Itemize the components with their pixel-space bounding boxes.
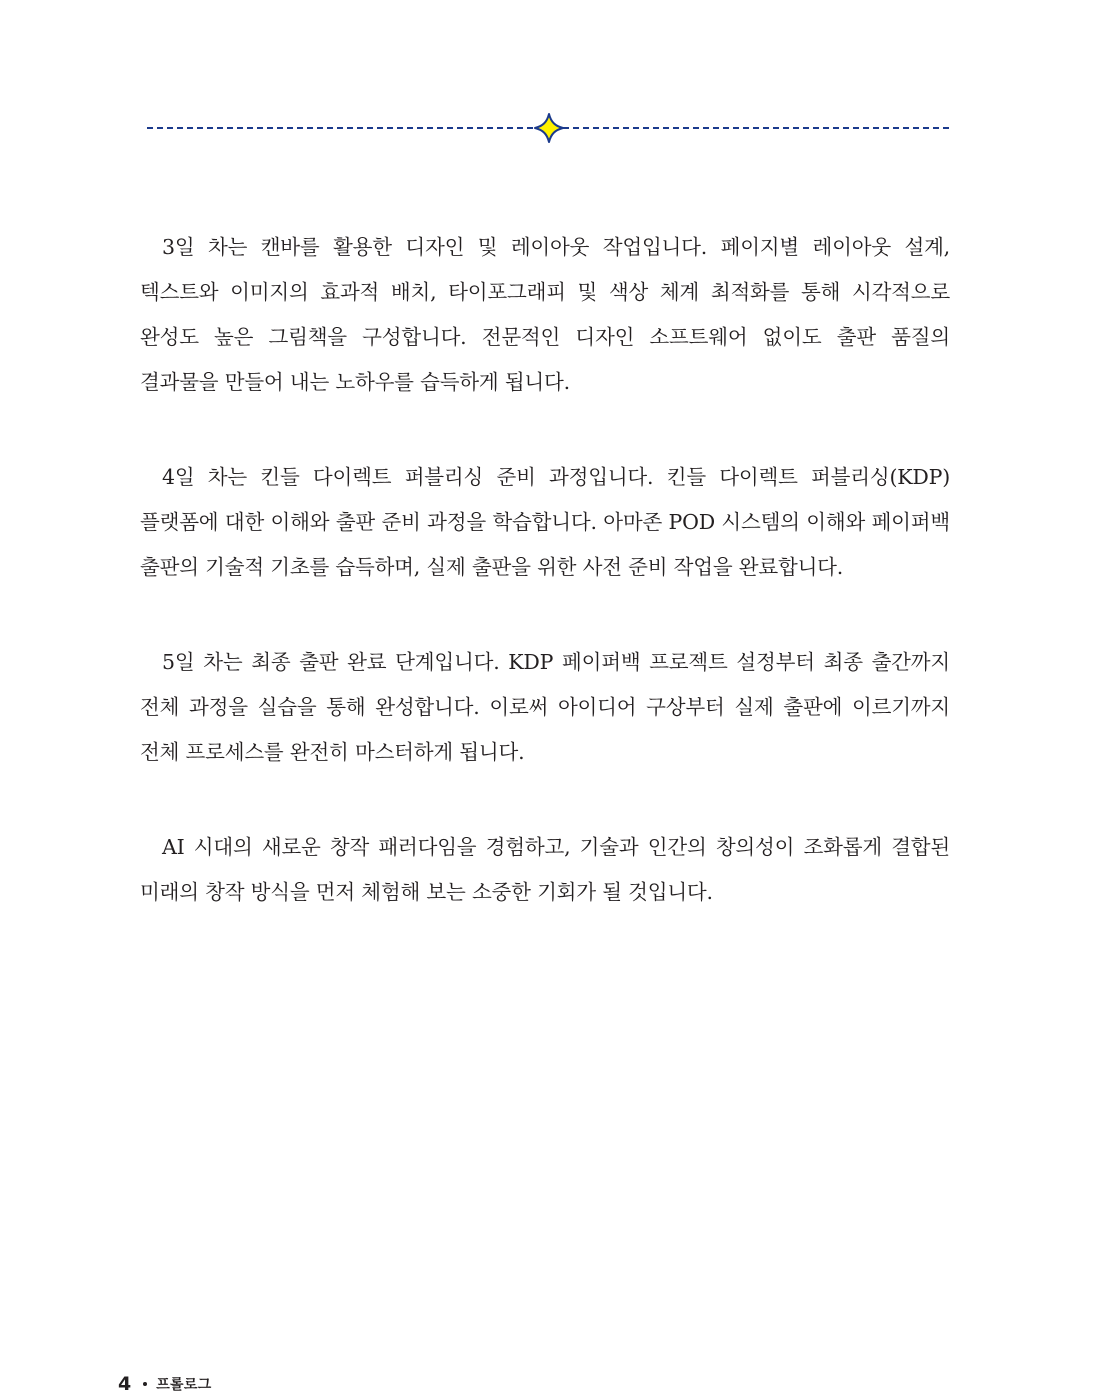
page-number: 4	[118, 1373, 132, 1395]
bullet-dot-icon	[143, 1382, 147, 1386]
section-title: 프롤로그	[156, 1377, 212, 1393]
paragraph-day-3: 3일 차는 캔바를 활용한 디자인 및 레이아웃 작업입니다. 페이지별 레이아웃 설계, 텍스트와 이미지의 효과적 배치, 타이포그래피 및 색상 체계 최적화를 통해 시각적으로 완성도 높은 그림책을 구성합니다. 전문적인 디자인 소프트웨어 없이도 출판 품질의 결과물을 만들어 내는 노하우를 습득하게 됩니다.	[140, 235, 950, 394]
page-footer	[118, 1372, 212, 1396]
prologue-body	[140, 225, 950, 965]
header-ornament	[145, 112, 953, 144]
paragraph-day-4: 4일 차는 킨들 다이렉트 퍼블리싱 준비 과정입니다. 킨들 다이렉트 퍼블리싱(KDP) 플랫폼에 대한 이해와 출판 준비 과정을 학습합니다. 아마존 POD 시스템의 이해와 페이퍼백 출판의 기술적 기초를 습득하며, 실제 출판을 위한 사전 준비 작업을 완료합니다.	[140, 465, 950, 579]
dashed-divider-with-diamond	[145, 112, 953, 144]
paragraph-closing: AI 시대의 새로운 창작 패러다임을 경험하고, 기술과 인간의 창의성이 조화롭게 결합된 미래의 창작 방식을 먼저 체험해 보는 소중한 기회가 될 것입니다.	[140, 835, 950, 904]
diamond-star-icon	[535, 114, 563, 142]
paragraph-day-5: 5일 차는 최종 출판 완료 단계입니다. KDP 페이퍼백 프로젝트 설정부터 최종 출간까지 전체 과정을 실습을 통해 완성합니다. 이로써 아이디어 구상부터 실제 출판에 이르기까지 전체 프로세스를 완전히 마스터하게 됩니다.	[140, 650, 950, 764]
